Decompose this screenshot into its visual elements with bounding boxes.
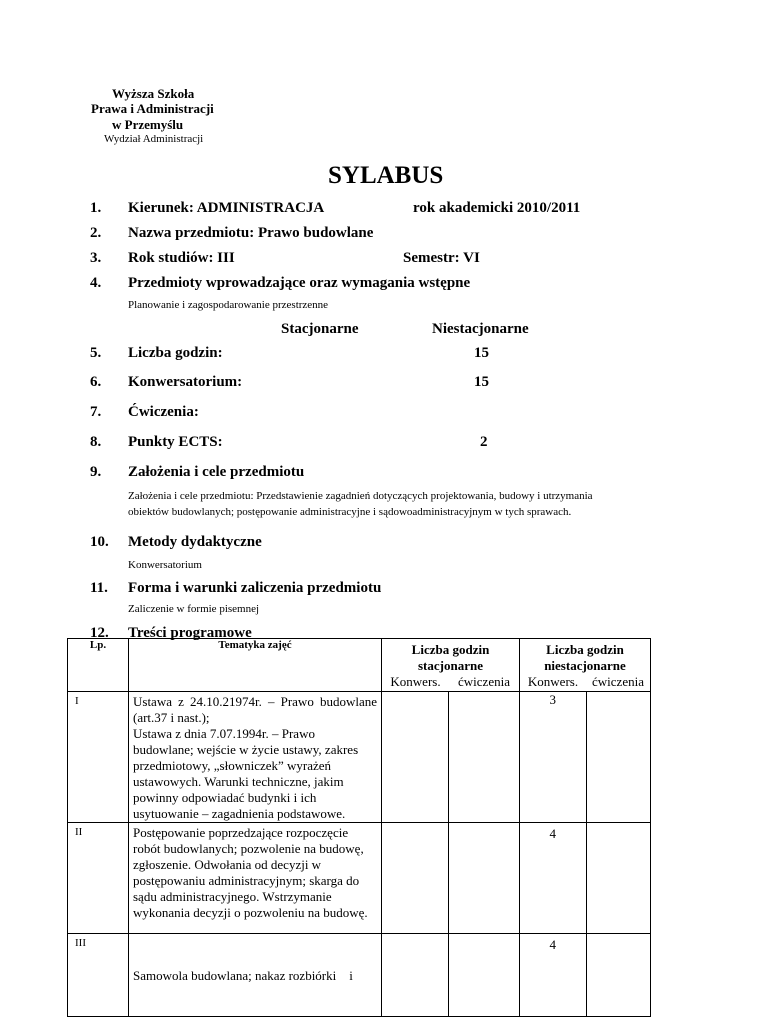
header-nonstationary-hours [520, 639, 651, 692]
row-2-topic-line: sądu administracyjnego. Wstrzymanie [133, 889, 332, 904]
item-1-label: Kierunek: ADMINISTRACJA [128, 200, 325, 216]
item-3-label: Rok studiów: III [128, 250, 235, 266]
nonstationary-header: Niestacjonarne [432, 321, 529, 337]
item-10-label: Metody dydaktyczne [128, 534, 262, 550]
item-8-number: 8. [90, 434, 102, 450]
item-4-description: Planowanie i zagospodarowanie przestrzenne [128, 299, 329, 311]
table-header-row [68, 639, 651, 692]
item-11-label: Forma i warunki zaliczenia przedmiotu [128, 580, 382, 596]
row-2-topic-line: robót budowlanych; pozwolenie na budowę, [133, 841, 364, 856]
school-name-line3: w Przemyślu [112, 117, 184, 132]
item-5-label: Liczba godzin: [128, 345, 223, 361]
row-3-stat-konw [382, 934, 449, 1017]
item-6-label: Konwersatorium: [128, 374, 243, 390]
table-row [68, 692, 651, 823]
item-4-label: Przedmioty wprowadzające oraz wymagania wstępne [128, 275, 471, 291]
item-5-number: 5. [90, 345, 102, 361]
row-1-nonstat-cw [586, 692, 651, 823]
item-8-nonstationary-value: 2 [480, 434, 488, 450]
header-stationary-cw: ćwiczenia [458, 674, 510, 689]
row-1-topic-line: ustawowych. Warunki techniczne, jakim [133, 774, 344, 789]
item-7-label: Ćwiczenia: [128, 404, 199, 420]
department-name: Wydział Administracji [104, 133, 204, 145]
row-3-stat-cw [449, 934, 520, 1017]
header-nonstationary-konw: Konwers. [527, 674, 579, 689]
header-stationary-line1: Liczba godzin [411, 642, 490, 657]
row-1-stat-konw [382, 692, 449, 823]
row-2-topic-line: wykonania decyzji o pozwoleniu na budowę. [133, 905, 368, 920]
header-nonstationary-line1: Liczba godzin [546, 642, 624, 657]
item-12-number: 12. [90, 625, 109, 641]
row-2-topic-line: zgłoszenie. Odwołania od decyzji w [133, 857, 322, 872]
row-1-topic [129, 692, 382, 823]
item-10-number: 10. [90, 534, 109, 550]
item-2-label: Nazwa przedmiotu: Prawo budowlane [128, 225, 374, 241]
row-2-topic [129, 823, 382, 934]
item-12-label: Treści programowe [128, 625, 252, 641]
row-1-topic-line: budowlane; wejście w życie ustawy, zakres [133, 742, 359, 757]
item-8-label: Punkty ECTS: [128, 434, 223, 450]
item-2-number: 2. [90, 225, 102, 241]
item-10-description: Konwersatorium [128, 559, 202, 571]
row-1-lp: I [68, 692, 129, 823]
item-6-nonstationary-value: 15 [474, 374, 489, 390]
row-2-nonstat-konw: 4 [520, 823, 587, 934]
item-9-label: Założenia i cele przedmiotu [128, 464, 305, 480]
header-stationary-konw: Konwers. [390, 674, 441, 689]
row-1-stat-cw [449, 692, 520, 823]
stationary-header: Stacjonarne [281, 321, 359, 337]
header-stationary-hours [382, 639, 520, 692]
item-9-number: 9. [90, 464, 102, 480]
row-3-nonstat-konw: 4 [520, 934, 587, 1017]
item-9-description-line1: Założenia i cele przedmiotu: Przedstawienie zagadnień dotyczących projektowania, budowy i utrzymania [128, 490, 593, 502]
header-lp: Lp. [68, 639, 129, 692]
row-1-topic-line: usytuowanie – zagadnienia podstawowe. [133, 806, 346, 821]
row-2-topic-line: postępowaniu administracyjnym; skarga do [133, 873, 360, 888]
row-1-topic-line: Ustawa z 24.10.21974r. – Prawo budowlane [133, 694, 377, 709]
program-table [67, 638, 651, 1017]
item-3-number: 3. [90, 250, 102, 266]
item-1-number: 1. [90, 200, 102, 216]
school-name-line2: Prawa i Administracji [91, 101, 214, 116]
item-7-number: 7. [90, 404, 102, 420]
item-11-description: Zaliczenie w formie pisemnej [128, 603, 260, 615]
row-3-topic [129, 934, 382, 1017]
item-6-number: 6. [90, 374, 102, 390]
document-title: SYLABUS [328, 162, 444, 189]
item-5-nonstationary-value: 15 [474, 345, 489, 361]
row-3-lp: III [68, 934, 129, 1017]
row-2-stat-konw [382, 823, 449, 934]
header-nonstationary-line2: niestacjonarne [544, 658, 626, 673]
header-nonstationary-cw: ćwiczenia [592, 674, 644, 689]
row-2-topic-line: Postępowanie poprzedzające rozpoczęcie [133, 825, 349, 840]
row-1-topic-line: (art.37 i nast.); [133, 710, 210, 725]
row-3-topic-line: Samowola budowlana; nakaz rozbiórki i [133, 968, 353, 983]
row-2-nonstat-cw [586, 823, 651, 934]
item-11-number: 11. [90, 580, 108, 596]
row-3-nonstat-cw [586, 934, 651, 1017]
row-2-lp: II [68, 823, 129, 934]
row-1-topic-line: powinny odpowiadać budynki i ich [133, 790, 317, 805]
row-2-stat-cw [449, 823, 520, 934]
row-1-nonstat-konw: 3 [520, 692, 587, 823]
semester: Semestr: VI [403, 250, 480, 266]
school-name-line1: Wyższa Szkoła [112, 86, 195, 101]
item-4-number: 4. [90, 275, 102, 291]
table-row [68, 823, 651, 934]
row-1-topic-line: Ustawa z dnia 7.07.1994r. – Prawo [133, 726, 315, 741]
header-topic: Tematyka zajęć [129, 639, 382, 692]
table-row [68, 934, 651, 1017]
header-stationary-line2: stacjonarne [418, 658, 483, 673]
row-1-topic-line: przedmiotowy, „słowniczek” wyrażeń [133, 758, 332, 773]
academic-year: rok akademicki 2010/2011 [413, 200, 581, 216]
item-9-description-line2: obiektów budowlanych; postępowanie administracyjne i sądowoadministracyjnym w tych sprawach. [128, 506, 572, 518]
